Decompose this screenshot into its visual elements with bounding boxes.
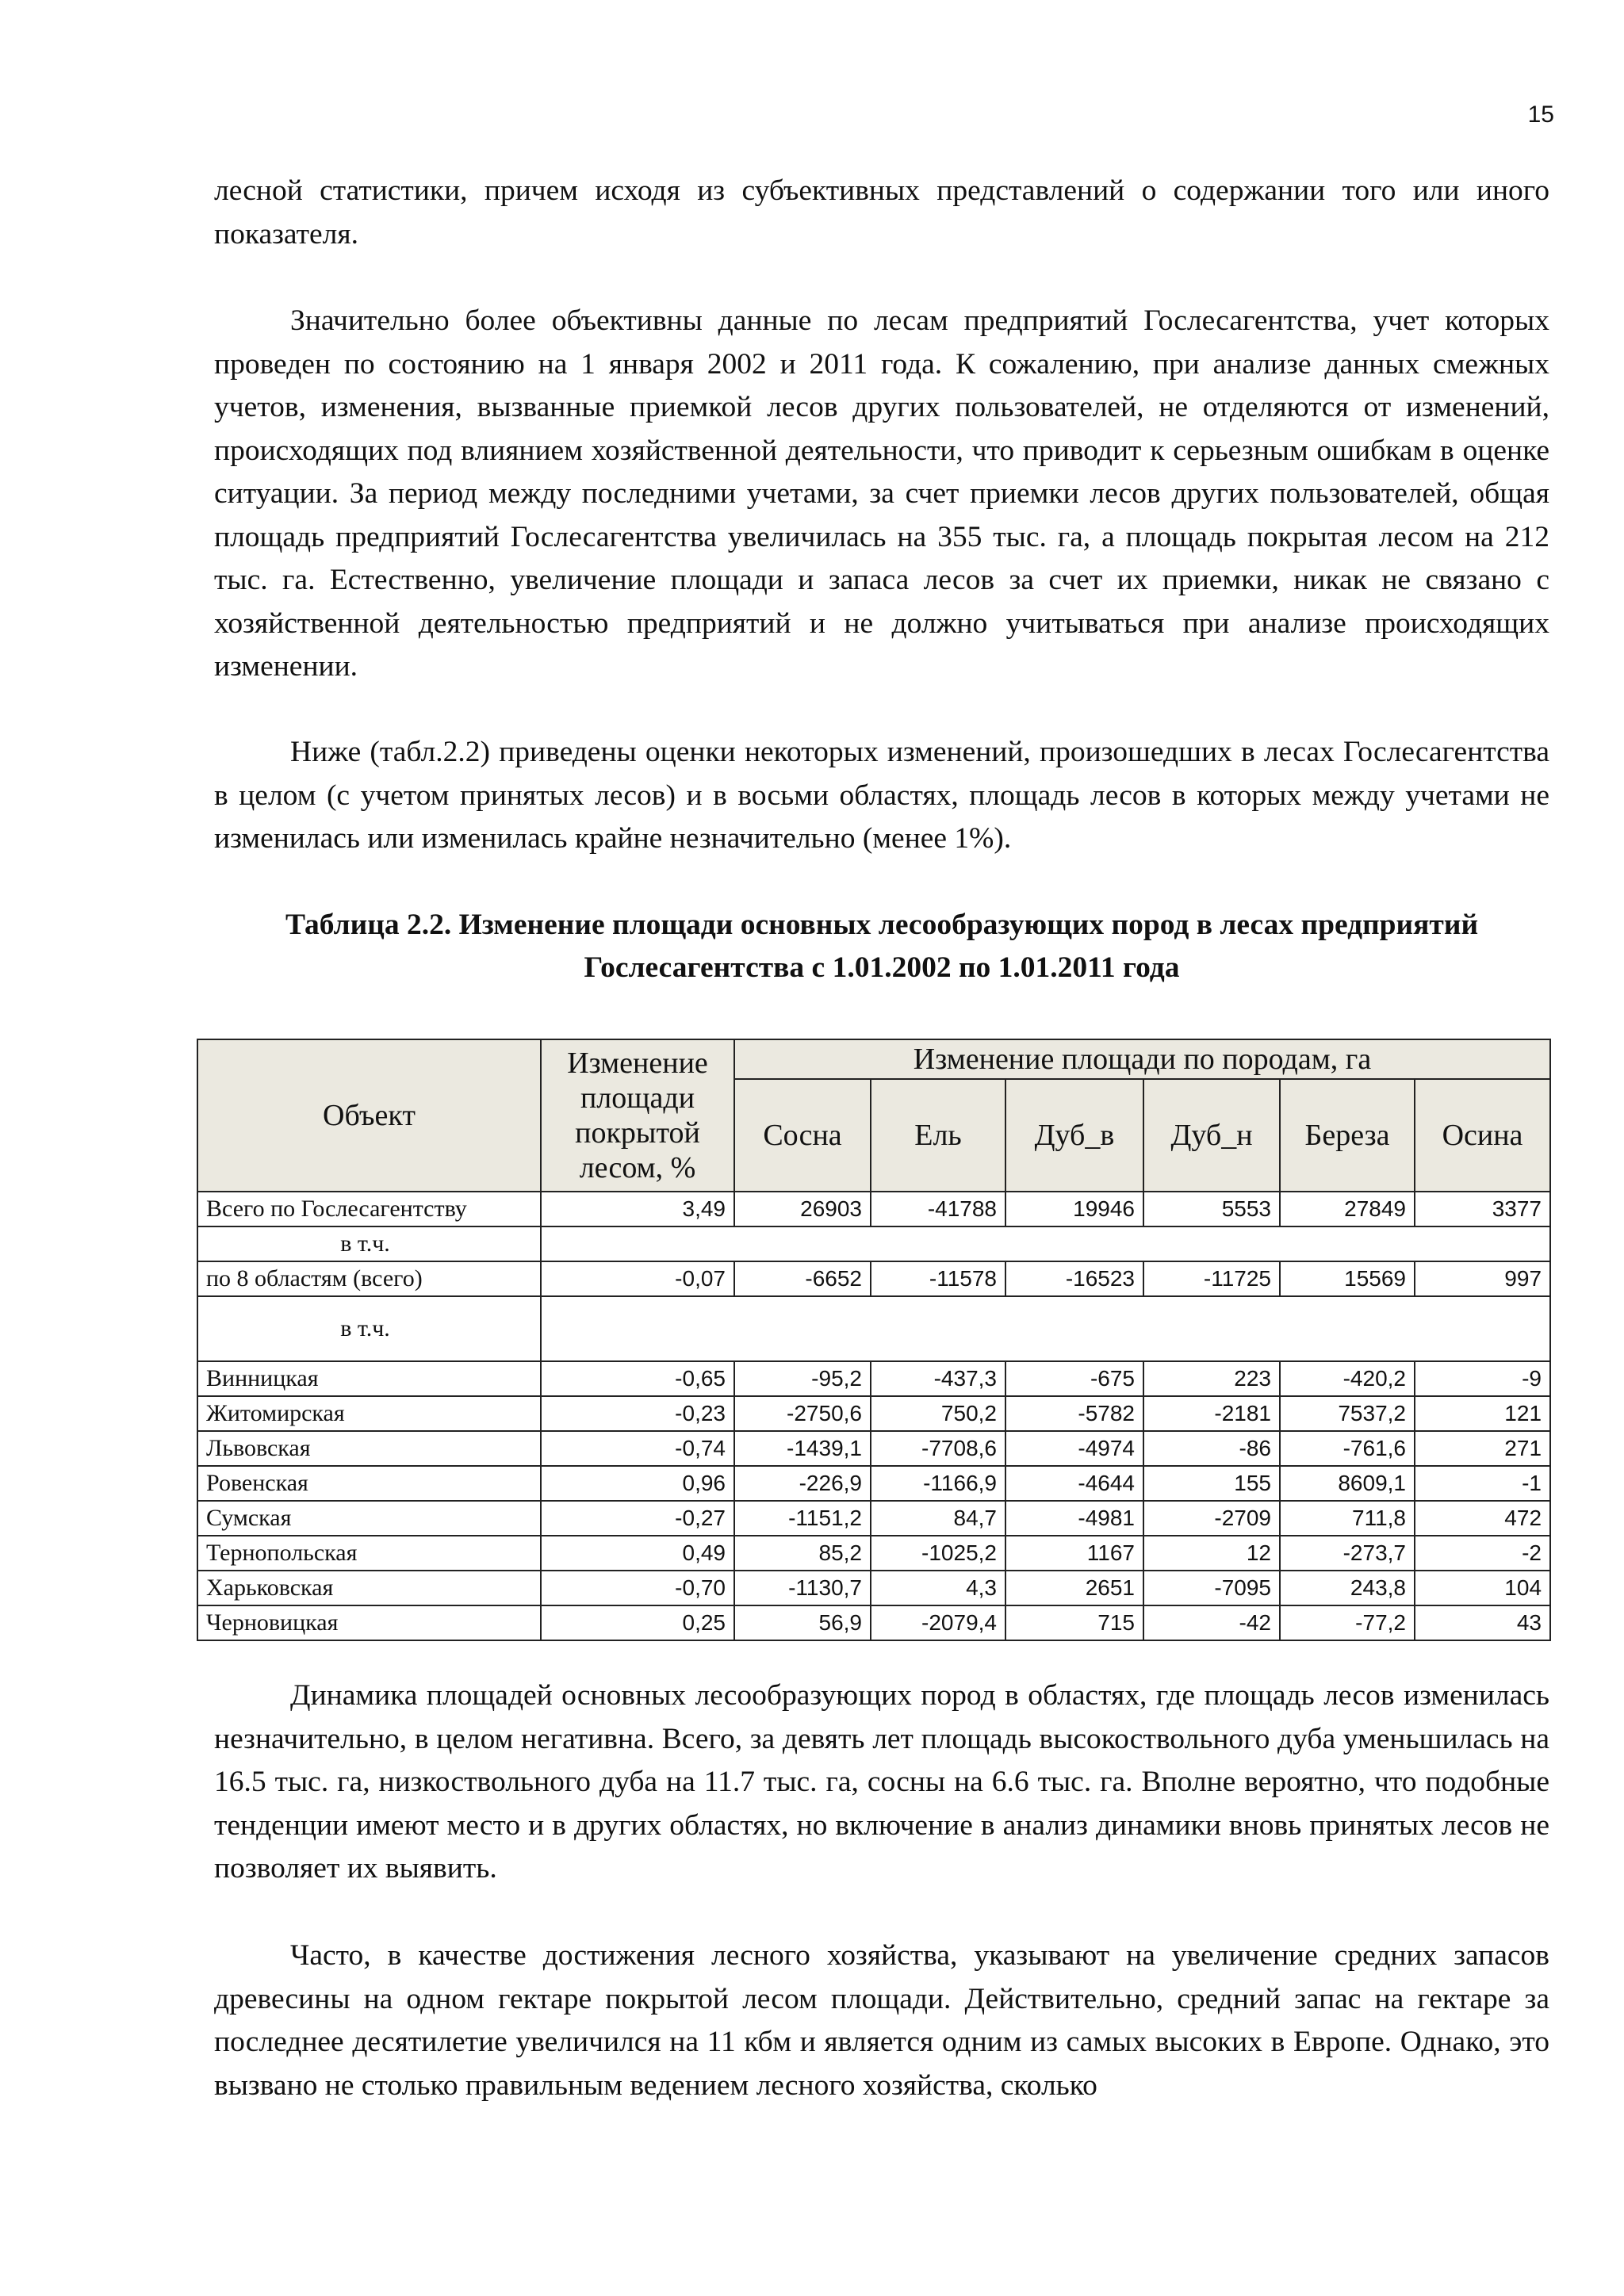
row-label: Харьковская bbox=[197, 1571, 541, 1605]
cell-spruce: 4,3 bbox=[871, 1571, 1005, 1605]
table-caption-line-2: Гослесагентства с 1.01.2002 по 1.01.2011 года bbox=[584, 951, 1180, 984]
cell-birch: 15569 bbox=[1280, 1261, 1415, 1296]
cell-pine: -95,2 bbox=[734, 1361, 871, 1396]
cell-birch: -273,7 bbox=[1280, 1536, 1415, 1571]
table-row bbox=[197, 1536, 1550, 1571]
cell-pine: 56,9 bbox=[734, 1605, 871, 1640]
row-label-including: в т.ч. bbox=[197, 1226, 541, 1261]
row-label: Черновицкая bbox=[197, 1605, 541, 1640]
table-row bbox=[197, 1431, 1550, 1466]
row-label: Львовская bbox=[197, 1431, 541, 1466]
row-label: Житомирская bbox=[197, 1396, 541, 1431]
header-species-group: Изменение площади по породам, га bbox=[734, 1039, 1550, 1079]
row-label-including: в т.ч. bbox=[197, 1296, 541, 1361]
cell-birch: 7537,2 bbox=[1280, 1396, 1415, 1431]
header-change-pct: Изменение площади покрытой лесом, % bbox=[541, 1039, 734, 1192]
cell-change-pct: 0,96 bbox=[541, 1466, 734, 1501]
species-change-table bbox=[197, 1039, 1551, 1641]
cell-change-pct: -0,23 bbox=[541, 1396, 734, 1431]
cell-aspen: 3377 bbox=[1415, 1192, 1550, 1226]
cell-oak-low: 223 bbox=[1143, 1361, 1280, 1396]
header-species-oak-low: Дуб_н bbox=[1143, 1079, 1280, 1192]
cell-pine: -226,9 bbox=[734, 1466, 871, 1501]
table-row bbox=[197, 1571, 1550, 1605]
cell-oak-high: -4981 bbox=[1005, 1501, 1143, 1536]
cell-spruce: -7708,6 bbox=[871, 1431, 1005, 1466]
cell-pine: -1151,2 bbox=[734, 1501, 871, 1536]
header-object: Объект bbox=[197, 1039, 541, 1192]
cell-oak-high: 19946 bbox=[1005, 1192, 1143, 1226]
cell-change-pct: 0,25 bbox=[541, 1605, 734, 1640]
table-row bbox=[197, 1501, 1550, 1536]
cell-oak-high: 1167 bbox=[1005, 1536, 1143, 1571]
cell-aspen: 121 bbox=[1415, 1396, 1550, 1431]
cell-spruce: -2079,4 bbox=[871, 1605, 1005, 1640]
cell-aspen: 43 bbox=[1415, 1605, 1550, 1640]
cell-aspen: 271 bbox=[1415, 1431, 1550, 1466]
cell-oak-low: -42 bbox=[1143, 1605, 1280, 1640]
cell-birch: -420,2 bbox=[1280, 1361, 1415, 1396]
paragraph-4: Динамика площадей основных лесообразующих пород в областях, где площадь лесов изменилась незначительно, в целом негативна. Всего, за девять лет площадь высокоствольного дуба уменьшилась на 16.5 тыс. га, низкоствольного дуба на 11.7 тыс. га, сосны на 6.6 тыс. га. Вполне вероятно, что подобные тенденции имеют место и в других областях, но включение в анализ динамики вновь принятых лесов не позволяет их выявить. bbox=[214, 1679, 1549, 1885]
cell-aspen: -1 bbox=[1415, 1466, 1550, 1501]
cell-birch: 8609,1 bbox=[1280, 1466, 1415, 1501]
cell-spruce: -1166,9 bbox=[871, 1466, 1005, 1501]
cell-oak-high: -16523 bbox=[1005, 1261, 1143, 1296]
cell-pine: -1439,1 bbox=[734, 1431, 871, 1466]
cell-oak-low: -2709 bbox=[1143, 1501, 1280, 1536]
cell-spruce: -11578 bbox=[871, 1261, 1005, 1296]
cell-oak-low: -86 bbox=[1143, 1431, 1280, 1466]
cell-birch: 711,8 bbox=[1280, 1501, 1415, 1536]
row-empty-span bbox=[541, 1296, 1550, 1361]
cell-birch: -77,2 bbox=[1280, 1605, 1415, 1640]
cell-oak-low: -2181 bbox=[1143, 1396, 1280, 1431]
row-empty-span bbox=[541, 1226, 1550, 1261]
paragraph-5: Часто, в качестве достижения лесного хозяйства, указывают на увеличение средних запасов древесины на одном гектаре покрытой лесом площади. Действительно, средний запас на гектаре за последнее десятилетие увеличился на 11 кбм и является одним из самых высоких в Европе. Однако, это вызвано не столько правильным ведением лесного хозяйства, сколько bbox=[214, 1939, 1549, 2102]
cell-oak-low: 155 bbox=[1143, 1466, 1280, 1501]
cell-spruce: -1025,2 bbox=[871, 1536, 1005, 1571]
cell-oak-high: -4644 bbox=[1005, 1466, 1143, 1501]
cell-aspen: -2 bbox=[1415, 1536, 1550, 1571]
cell-birch: 243,8 bbox=[1280, 1571, 1415, 1605]
cell-spruce: -41788 bbox=[871, 1192, 1005, 1226]
cell-pine: 85,2 bbox=[734, 1536, 871, 1571]
cell-pine: -6652 bbox=[734, 1261, 871, 1296]
cell-change-pct: -0,07 bbox=[541, 1261, 734, 1296]
cell-aspen: -9 bbox=[1415, 1361, 1550, 1396]
cell-pine: -1130,7 bbox=[734, 1571, 871, 1605]
cell-change-pct: -0,74 bbox=[541, 1431, 734, 1466]
header-species-aspen: Осина bbox=[1415, 1079, 1550, 1192]
paragraph-3: Ниже (табл.2.2) приведены оценки некоторых изменений, произошедших в лесах Гослесагентства в целом (с учетом принятых лесов) и в восьми областях, площадь лесов в которых между учетами не изменилась или изменилась крайне незначительно (менее 1%). bbox=[214, 736, 1549, 855]
header-species-oak-high: Дуб_в bbox=[1005, 1079, 1143, 1192]
header-species-pine: Сосна bbox=[734, 1079, 871, 1192]
cell-change-pct: 3,49 bbox=[541, 1192, 734, 1226]
cell-aspen: 997 bbox=[1415, 1261, 1550, 1296]
table-row-eight-regions bbox=[197, 1261, 1550, 1296]
cell-oak-low: -7095 bbox=[1143, 1571, 1280, 1605]
row-label: Винницкая bbox=[197, 1361, 541, 1396]
cell-aspen: 472 bbox=[1415, 1501, 1550, 1536]
row-label: Всего по Гослесагентству bbox=[197, 1192, 541, 1226]
cell-change-pct: 0,49 bbox=[541, 1536, 734, 1571]
cell-oak-low: 12 bbox=[1143, 1536, 1280, 1571]
cell-pine: -2750,6 bbox=[734, 1396, 871, 1431]
table-row-total bbox=[197, 1192, 1550, 1226]
cell-oak-high: -675 bbox=[1005, 1361, 1143, 1396]
table-row bbox=[197, 1361, 1550, 1396]
table-caption-line-1: Таблица 2.2. Изменение площади основных лесообразующих пород в лесах предприятий bbox=[285, 909, 1479, 941]
row-label: Тернопольская bbox=[197, 1536, 541, 1571]
cell-oak-high: -4974 bbox=[1005, 1431, 1143, 1466]
cell-spruce: 750,2 bbox=[871, 1396, 1005, 1431]
cell-birch: 27849 bbox=[1280, 1192, 1415, 1226]
paragraph-2: Значительно более объективны данные по лесам предприятий Гослесагентства, учет которых проведен по состоянию на 1 января 2002 и 2011 года. К сожалению, при анализе данных смежных учетов, изменения, вызванные приемкой лесов других пользователей, не отделяются от изменений, происходящих под влиянием хозяйственной деятельности, что приводит к серьезным ошибкам в оценке ситуации. За период между последними учетами, за счет приемки лесов других пользователей, общая площадь предприятий Гослесагентства увеличилась на 355 тыс. га, а площадь покрытая лесом на 212 тыс. га. Естественно, увеличение площади и запаса лесов за счет их приемки, никак не связано с хозяйственной деятельностью предприятий и не должно учитываться при анализе происходящих изменении. bbox=[214, 304, 1549, 683]
header-species-spruce: Ель bbox=[871, 1079, 1005, 1192]
cell-pine: 26903 bbox=[734, 1192, 871, 1226]
page-number: 15 bbox=[1527, 101, 1554, 128]
table-row-including-regions bbox=[197, 1296, 1550, 1361]
cell-oak-high: 2651 bbox=[1005, 1571, 1143, 1605]
table-row bbox=[197, 1396, 1550, 1431]
cell-change-pct: -0,27 bbox=[541, 1501, 734, 1536]
table-row bbox=[197, 1466, 1550, 1501]
cell-oak-low: -11725 bbox=[1143, 1261, 1280, 1296]
cell-spruce: 84,7 bbox=[871, 1501, 1005, 1536]
row-label: Ровенская bbox=[197, 1466, 541, 1501]
table-row bbox=[197, 1605, 1550, 1640]
row-label: Сумская bbox=[197, 1501, 541, 1536]
table-caption bbox=[190, 904, 1573, 989]
paragraph-1: лесной статистики, причем исходя из субъективных представлений о содержании того или иного показателя. bbox=[214, 174, 1549, 251]
cell-oak-low: 5553 bbox=[1143, 1192, 1280, 1226]
cell-spruce: -437,3 bbox=[871, 1361, 1005, 1396]
header-species-birch: Береза bbox=[1280, 1079, 1415, 1192]
cell-birch: -761,6 bbox=[1280, 1431, 1415, 1466]
row-label: по 8 областям (всего) bbox=[197, 1261, 541, 1296]
cell-change-pct: -0,70 bbox=[541, 1571, 734, 1605]
cell-change-pct: -0,65 bbox=[541, 1361, 734, 1396]
table-row-including bbox=[197, 1226, 1550, 1261]
cell-oak-high: -5782 bbox=[1005, 1396, 1143, 1431]
cell-oak-high: 715 bbox=[1005, 1605, 1143, 1640]
cell-aspen: 104 bbox=[1415, 1571, 1550, 1605]
